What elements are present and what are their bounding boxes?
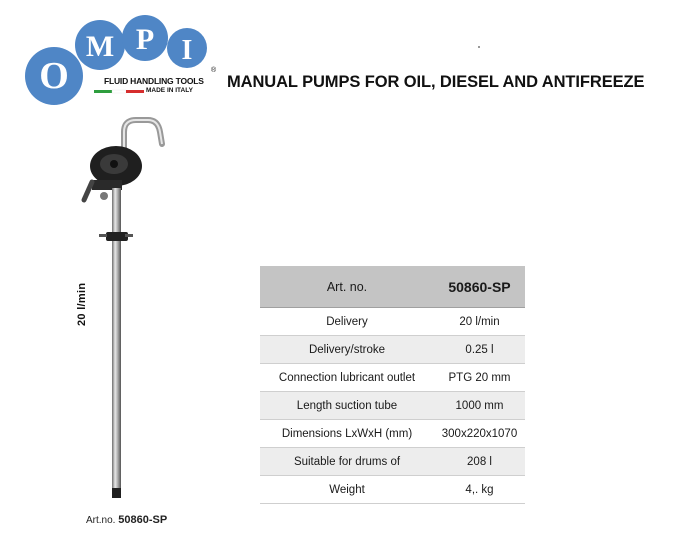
caption-prefix: Art.no. bbox=[86, 515, 116, 526]
header-value: 50860-SP bbox=[434, 266, 525, 308]
table-row bbox=[260, 476, 525, 504]
flow-rate-label: 20 l/min bbox=[76, 282, 88, 326]
table-header-row bbox=[260, 266, 525, 308]
article-caption bbox=[86, 514, 167, 526]
ompi-logo bbox=[22, 8, 227, 108]
logo-letter-o: O bbox=[39, 55, 69, 97]
row-label: Length suction tube bbox=[260, 392, 434, 420]
row-value: 20 l/min bbox=[434, 308, 525, 336]
pump-illustration bbox=[70, 110, 190, 510]
row-label: Delivery/stroke bbox=[260, 336, 434, 364]
logo-tagline: FLUID HANDLING TOOLS bbox=[104, 76, 204, 86]
row-value: 208 l bbox=[434, 448, 525, 476]
row-value: PTG 20 mm bbox=[434, 364, 525, 392]
row-value: 1000 mm bbox=[434, 392, 525, 420]
row-label: Weight bbox=[260, 476, 434, 504]
logo-letter-i: I bbox=[181, 35, 193, 66]
table-row bbox=[260, 364, 525, 392]
row-value: 4,. kg bbox=[434, 476, 525, 504]
caption-code: 50860-SP bbox=[118, 514, 168, 526]
table-row bbox=[260, 336, 525, 364]
decorative-dot bbox=[478, 46, 480, 48]
table-row bbox=[260, 308, 525, 336]
header-label: Art. no. bbox=[260, 266, 434, 308]
table-row bbox=[260, 448, 525, 476]
row-label: Connection lubricant outlet bbox=[260, 364, 434, 392]
specification-table bbox=[260, 266, 525, 504]
row-label: Suitable for drums of bbox=[260, 448, 434, 476]
table-row bbox=[260, 392, 525, 420]
page-title: MANUAL PUMPS FOR OIL, DIESEL AND ANTIFREEZE bbox=[227, 73, 645, 91]
row-value: 300x220x1070 bbox=[434, 420, 525, 448]
row-label: Dimensions LxWxH (mm) bbox=[260, 420, 434, 448]
table-row bbox=[260, 420, 525, 448]
row-label: Delivery bbox=[260, 308, 434, 336]
row-value: 0.25 l bbox=[434, 336, 525, 364]
logo-subtag: MADE IN ITALY bbox=[146, 87, 193, 94]
logo-registered: ® bbox=[211, 67, 217, 74]
logo-letter-m: M bbox=[85, 30, 115, 63]
logo-letter-p: P bbox=[135, 23, 155, 56]
